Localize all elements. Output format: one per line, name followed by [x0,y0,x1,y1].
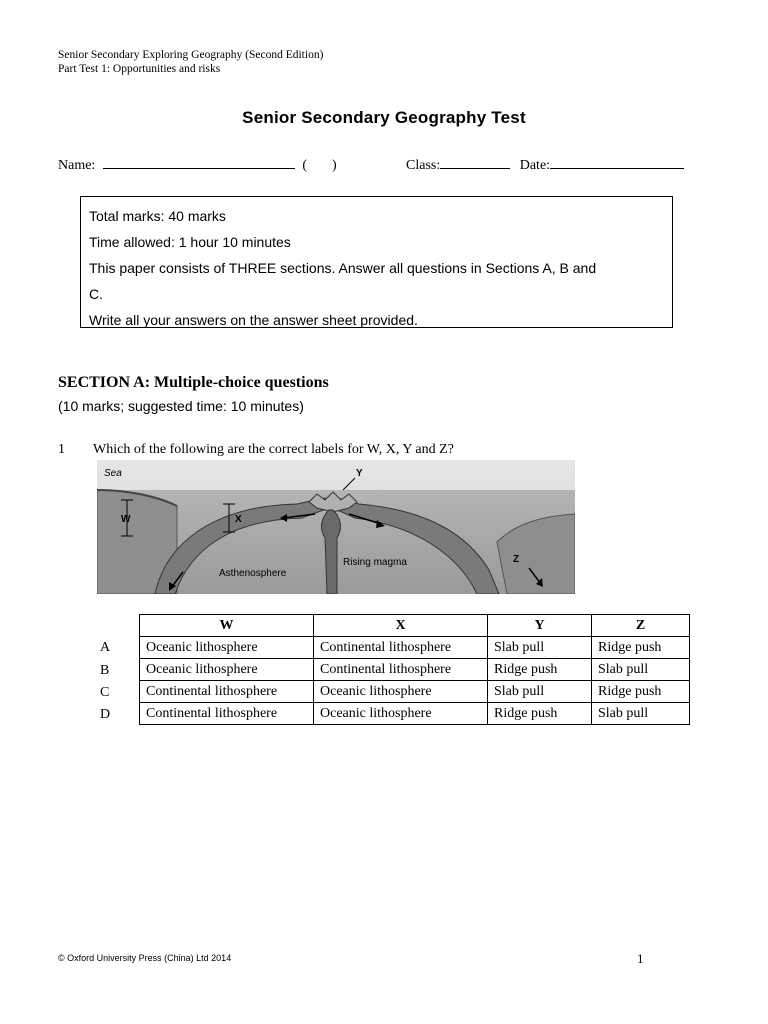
date-field[interactable] [550,154,684,169]
answer-options-table [139,614,690,725]
sections-note: This paper consists of THREE sections. Answer all questions in Sections A, B and [89,260,597,276]
table-cell: Oceanic lithosphere [314,681,488,703]
table-cell: Oceanic lithosphere [140,637,314,659]
sea-label: Sea [104,468,122,479]
class-number-open: ( [302,158,307,173]
class-field[interactable] [440,154,510,169]
plate-tectonics-diagram [97,460,575,594]
total-marks: Total marks: 40 marks [89,208,226,224]
w-label: W [121,514,131,525]
z-label: Z [513,554,520,565]
header-z: Z [592,615,690,637]
option-c-label: C [100,685,110,700]
table-cell: Slab pull [488,637,592,659]
header-part-title: Part Test 1: Opportunities and risks [58,63,221,75]
header-w: W [140,615,314,637]
section-a-title: SECTION A: Multiple-choice questions [58,374,329,391]
table-cell: Continental lithosphere [140,703,314,725]
option-d-label: D [100,707,111,722]
x-label: X [235,514,242,525]
class-number-close: ) [332,158,337,173]
copyright-footer: © Oxford University Press (China) Ltd 2014 [58,953,232,963]
table-row [140,681,690,703]
name-field[interactable] [103,154,295,169]
sections-note-cont: C. [89,286,103,302]
table-cell: Slab pull [592,703,690,725]
time-allowed: Time allowed: 1 hour 10 minutes [89,234,291,250]
table-cell: Oceanic lithosphere [140,659,314,681]
student-info-row [58,154,337,174]
class-label: Class: [406,158,441,173]
table-row [140,703,690,725]
table-cell: Continental lithosphere [314,637,488,659]
question-text: Which of the following are the correct labels for W, X, Y and Z? [93,442,454,457]
header-x: X [314,615,488,637]
section-a-subtitle: (10 marks; suggested time: 10 minutes) [58,398,304,414]
date-label: Date: [519,158,551,173]
table-cell: Continental lithosphere [314,659,488,681]
table-cell: Ridge push [488,659,592,681]
table-row [140,659,690,681]
table-header-row [140,615,690,637]
table-cell: Slab pull [488,681,592,703]
class-date-row [406,154,684,174]
header-y: Y [488,615,592,637]
page-number: 1 [637,951,644,966]
asthenosphere-label: Asthenosphere [219,568,287,579]
instructions-box [80,196,673,328]
table-cell: Ridge push [488,703,592,725]
option-a-label: A [100,640,111,655]
option-b-label: B [100,663,110,678]
answer-sheet-note: Write all your answers on the answer sheet provided. [89,312,418,328]
y-label: Y [356,468,363,479]
table-cell: Continental lithosphere [140,681,314,703]
rising-magma-label: Rising magma [343,557,407,568]
header-book-title: Senior Secondary Exploring Geography (Second Edition) [58,49,324,61]
question-number: 1 [58,442,65,457]
page-title: Senior Secondary Geography Test [242,108,526,127]
name-label: Name: [58,158,96,173]
table-cell: Ridge push [592,637,690,659]
table-cell: Slab pull [592,659,690,681]
table-cell: Oceanic lithosphere [314,703,488,725]
table-row [140,637,690,659]
table-cell: Ridge push [592,681,690,703]
